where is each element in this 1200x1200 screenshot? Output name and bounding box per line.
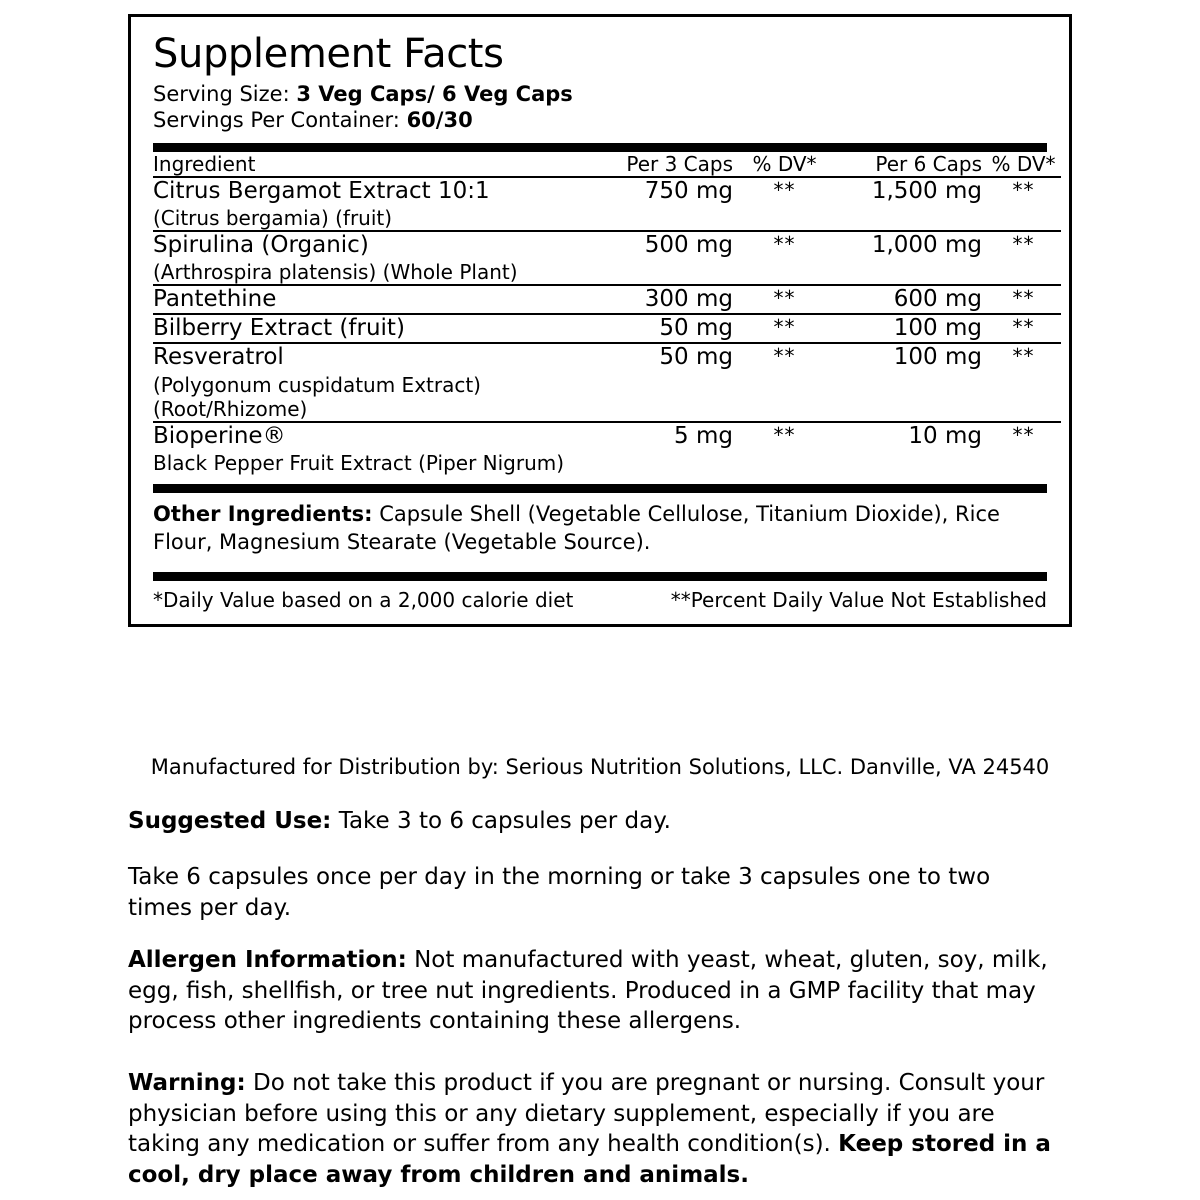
allergen-block	[128, 945, 1058, 1037]
amount-6-caps: 10 mg	[832, 422, 986, 475]
dv-3-caps: **	[737, 285, 832, 314]
amount-3-caps: 750 mg	[593, 177, 737, 231]
dv-3-caps: **	[737, 177, 832, 231]
dv-6-caps: **	[986, 422, 1061, 475]
amount-3-caps: 5 mg	[593, 422, 737, 475]
servings-per-container-line	[153, 107, 1047, 133]
footnote-percent-dv: **Percent Daily Value Not Established	[670, 587, 1047, 612]
ingredient-cell	[153, 343, 593, 421]
ingredient-cell	[153, 422, 593, 475]
dv-6-caps: **	[986, 314, 1061, 343]
table-row	[153, 422, 1061, 475]
table-row	[153, 343, 1061, 421]
amount-6-caps: 600 mg	[832, 285, 986, 314]
ingredient-subtext: (Arthrospira platensis) (Whole Plant)	[153, 260, 518, 285]
dv-3-caps: **	[737, 343, 832, 421]
serving-size-line	[153, 81, 1047, 107]
allergen-text: Not manufactured with yeast, wheat, gluten, soy, milk, egg, fish, shellfish, or tree nut ingredients. Produced in a GMP facility that may process other ingredients containing these allergens.	[128, 947, 1048, 1035]
ingredient-name: Resveratrol	[153, 344, 284, 371]
table-row	[153, 314, 1061, 343]
suggested-use-block	[128, 806, 1058, 837]
warning-storage-text: Keep stored in a cool, dry place away from children and animals.	[128, 1131, 1051, 1188]
ingredient-name: Pantethine	[153, 286, 277, 313]
supplement-facts-panel	[128, 14, 1072, 627]
dv-3-caps: **	[737, 314, 832, 343]
header-per-3-caps: Per 3 Caps	[626, 151, 733, 176]
amount-3-caps: 300 mg	[593, 285, 737, 314]
serving-size-label: Serving Size:	[153, 82, 290, 106]
ingredient-cell	[153, 177, 593, 231]
header-ingredient: Ingredient	[153, 151, 256, 176]
amount-6-caps: 100 mg	[832, 314, 986, 343]
warning-label: Warning:	[128, 1070, 246, 1096]
warning-block	[128, 1068, 1058, 1190]
supplement-facts-title: Supplement Facts	[153, 31, 504, 77]
dv-6-caps: **	[986, 343, 1061, 421]
servings-per-container-label: Servings Per Container:	[153, 108, 400, 133]
ingredient-cell	[153, 314, 593, 343]
ingredient-name: Citrus Bergamot Extract 10:1	[153, 177, 490, 204]
manufactured-by-line: Manufactured for Distribution by: Serious Nutrition Solutions, LLC. Danville, VA 24540	[150, 755, 1050, 779]
amount-6-caps: 100 mg	[832, 343, 986, 421]
suggested-use-text: Take 3 to 6 capsules per day.	[338, 808, 671, 834]
amount-6-caps: 1,500 mg	[832, 177, 986, 231]
dv-6-caps: **	[986, 285, 1061, 314]
servings-per-container-value: 60/30	[406, 108, 473, 133]
footnote-daily-value: *Daily Value based on a 2,000 calorie diet	[153, 587, 574, 612]
dv-3-caps: **	[737, 231, 832, 285]
divider-thick-mid	[153, 484, 1047, 493]
warning-text: Do not take this product if you are pregnant or nursing. Consult your physician before using this or any dietary supplement, especially if you are taking any medication or suffer from any health condition(s).	[128, 1070, 1045, 1158]
table-header-row	[153, 152, 1061, 177]
divider-thick-top	[153, 143, 1047, 152]
ingredient-subtext: (Polygonum cuspidatum Extract) (Root/Rhizome)	[153, 372, 481, 421]
other-ingredients	[153, 493, 1047, 563]
amount-3-caps: 500 mg	[593, 231, 737, 285]
ingredient-subtext: Black Pepper Fruit Extract (Piper Nigrum)	[153, 450, 565, 475]
other-ingredients-text: Capsule Shell (Vegetable Cellulose, Titanium Dioxide), Rice Flour, Magnesium Stearate (Vegetable Source).	[153, 501, 1000, 554]
header-per-6-caps: Per 6 Caps	[875, 151, 982, 176]
suggested-use-label: Suggested Use:	[128, 808, 332, 834]
table-row	[153, 231, 1061, 285]
header-dv-3: % DV*	[752, 151, 817, 176]
divider-thick-bottom	[153, 572, 1047, 581]
ingredient-name: Spirulina (Organic)	[153, 232, 369, 259]
amount-3-caps: 50 mg	[593, 314, 737, 343]
other-ingredients-label: Other Ingredients:	[153, 501, 373, 526]
directions-text: Take 6 capsules once per day in the morning or take 3 capsules one to two times per day.	[128, 864, 991, 921]
footnotes	[153, 581, 1047, 614]
allergen-label: Allergen Information:	[128, 947, 407, 973]
ingredient-name: Bilberry Extract (fruit)	[153, 315, 405, 342]
dv-6-caps: **	[986, 177, 1061, 231]
table-row	[153, 285, 1061, 314]
dv-3-caps: **	[737, 422, 832, 475]
amount-6-caps: 1,000 mg	[832, 231, 986, 285]
ingredient-name: Bioperine®	[153, 422, 286, 449]
ingredient-cell	[153, 231, 593, 285]
ingredient-cell	[153, 285, 593, 314]
directions-block	[128, 862, 1058, 923]
supplement-facts-table	[153, 152, 1061, 475]
header-dv-6: % DV*	[991, 151, 1056, 176]
ingredient-subtext: (Citrus bergamia) (fruit)	[153, 206, 393, 231]
dv-6-caps: **	[986, 231, 1061, 285]
table-row	[153, 177, 1061, 231]
serving-size-value: 3 Veg Caps/ 6 Veg Caps	[296, 82, 573, 106]
amount-3-caps: 50 mg	[593, 343, 737, 421]
